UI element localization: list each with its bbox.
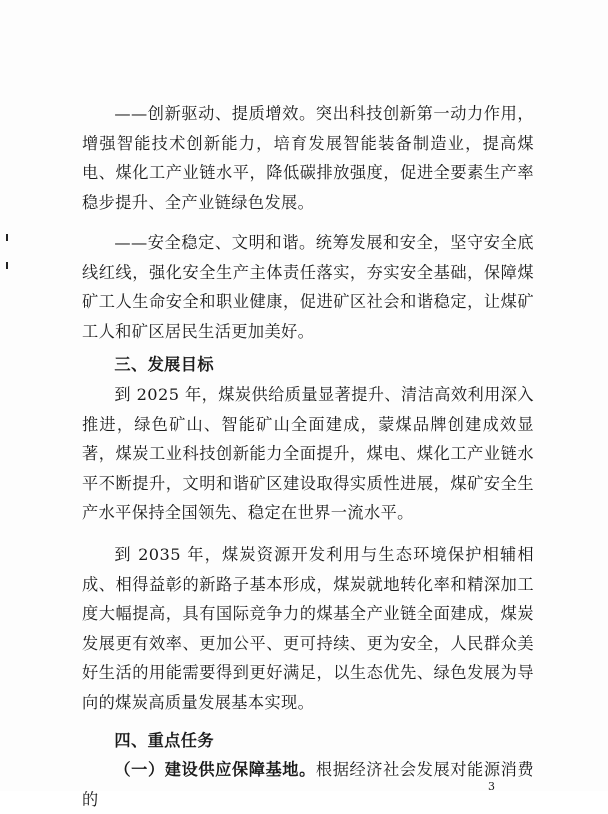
task-1-text: 根据经济社会发展对能源消费的 [82, 760, 534, 809]
paragraph-task-1 [82, 755, 534, 814]
paragraph-goals-2025: 到 2025 年，煤炭供给质量显著提升、清洁高效利用深入推进，绿色矿山、智能矿山全面建成，蒙煤品牌创建成效显著，煤炭工业科技创新能力全面提升，煤电、煤化工产业链水平不断提升，文明和谐矿区建设取得实质性进展，煤矿安全生产水平保持全国领先、稳定在世界一流水平。 [82, 385, 534, 523]
section-heading-tasks: 四、重点任务 [114, 731, 214, 750]
paragraph-innovation: ——创新驱动、提质增效。突出科技创新第一动力作用，增强智能技术创新能力，培育发展智能装备制造业，提高煤电、煤化工产业链水平，降低碳排放强度，促进全要素生产率稳步提升、全产业链绿色发展。 [82, 104, 534, 212]
paragraph-safety: ——安全稳定、文明和谐。统筹发展和安全，坚守安全底线红线，强化安全生产主体责任落实，夯实安全基础，保障煤矿工人生命安全和职业健康，促进矿区社会和谐稳定，让煤矿工人和矿区居民生活更加美好。 [82, 233, 534, 341]
scan-mark [6, 234, 8, 241]
page-number: 3 [488, 780, 495, 793]
section-heading-goals: 三、发展目标 [114, 355, 214, 374]
paragraph-goals-2035: 到 2035 年，煤炭资源开发利用与生态环境保护相辅相成、相得益彰的新路子基本形成，煤炭就地转化率和精深加工度大幅提高，具有国际竞争力的煤基全产业链全面建成，煤炭发展更有效率、更加公平、更可持续、更为安全，人民群众美好生活的用能需要得到更好满足，以生态优先、绿色发展为导向的煤炭高质量发展基本实现。 [82, 545, 534, 712]
task-1-title: （一）建设供应保障基地。 [114, 760, 316, 779]
scan-mark [6, 262, 8, 269]
